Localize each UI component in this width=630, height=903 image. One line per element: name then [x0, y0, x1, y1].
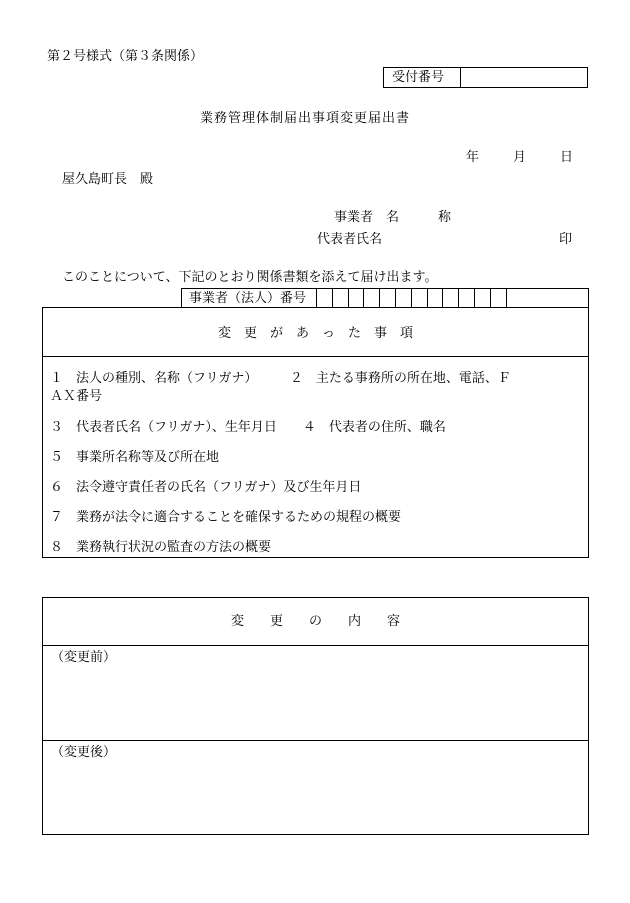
corp-number-cell-divider	[490, 289, 491, 307]
corp-number-cell-divider	[506, 289, 507, 307]
change-item-1-2: １ 法人の種別、名称（フリガナ） ２ 主たる事務所の所在地、電話、Ｆ	[50, 371, 511, 386]
content-header: 変 更 の 内 容	[230, 614, 400, 629]
receipt-divider	[460, 68, 461, 87]
content-header-divider	[43, 645, 588, 646]
after-label: （変更後）	[51, 745, 117, 760]
change-item-6: ６ 法令遵守責任者の氏名（フリガナ）及び生年月日	[50, 480, 362, 495]
form-number: 第２号様式（第３条関係）	[47, 49, 204, 64]
operator-name-label: 事業者 名 称	[334, 210, 452, 225]
corp-number-cell-divider	[411, 289, 412, 307]
changes-header: 変 更 が あ っ た 事 項	[217, 326, 413, 341]
corp-number-box	[181, 288, 589, 308]
content-table	[42, 597, 589, 835]
corp-number-cell-divider	[458, 289, 459, 307]
date-day: 日	[560, 150, 574, 165]
representative-name-label: 代表者氏名	[317, 232, 383, 247]
date-year: 年	[466, 150, 480, 165]
corp-number-label: 事業者（法人）番号	[189, 291, 307, 306]
seal-mark: 印	[559, 232, 573, 247]
corp-number-cell-divider	[427, 289, 428, 307]
intro-text: このことについて、下記のとおり関係書類を添えて届け出ます。	[62, 270, 438, 285]
receipt-number-label: 受付番号	[392, 70, 445, 85]
change-item-2-cont: ＡＸ番号	[50, 389, 103, 404]
change-item-5: ５ 事業所名称等及び所在地	[50, 450, 220, 465]
date-month: 月	[513, 150, 527, 165]
change-item-7: ７ 業務が法令に適合することを確保するための規程の概要	[50, 510, 402, 525]
changes-table	[42, 307, 589, 558]
change-item-3-4: ３ 代表者氏名（フリガナ）、生年月日 ４ 代表者の住所、職名	[50, 420, 446, 435]
addressee: 屋久島町長 殿	[62, 172, 154, 187]
receipt-number-box	[383, 67, 588, 88]
corp-number-cell-divider	[379, 289, 380, 307]
corp-number-cell-divider	[442, 289, 443, 307]
corp-number-cell-divider	[316, 289, 317, 307]
change-item-8: ８ 業務執行状況の監査の方法の概要	[50, 540, 272, 555]
corp-number-cell-divider	[363, 289, 364, 307]
corp-number-cell-divider	[474, 289, 475, 307]
changes-header-divider	[43, 356, 588, 357]
before-content-field[interactable]	[43, 668, 588, 740]
before-label: （変更前）	[51, 650, 117, 665]
corp-number-cell-divider	[395, 289, 396, 307]
after-content-field[interactable]	[43, 763, 588, 834]
corp-number-cell-divider	[332, 289, 333, 307]
document-title: 業務管理体制届出事項変更届出書	[200, 111, 411, 126]
before-after-divider	[43, 740, 588, 741]
corp-number-cell-divider	[348, 289, 349, 307]
receipt-number-field[interactable]	[462, 68, 587, 87]
